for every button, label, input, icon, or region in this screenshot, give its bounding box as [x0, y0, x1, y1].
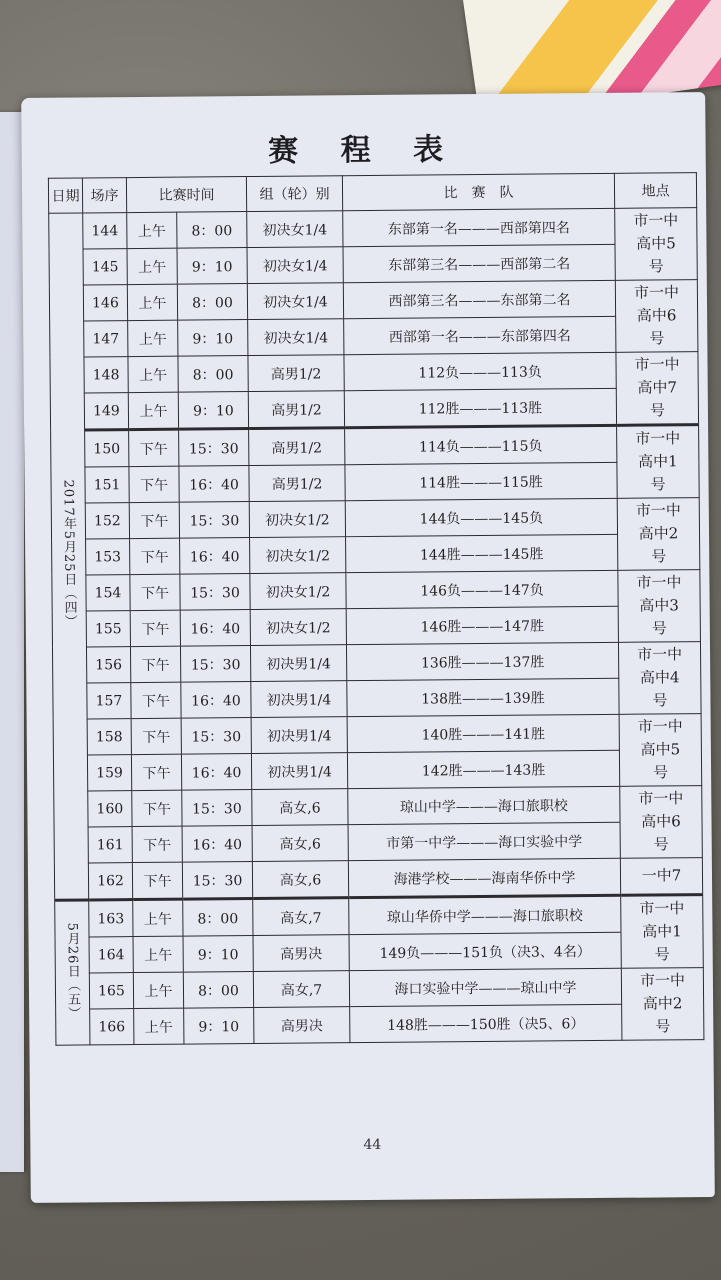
table-row: [53, 714, 701, 756]
venue-line: 市一中: [635, 429, 681, 448]
teams-cell: 市第一中学———海口实验中学: [348, 822, 620, 860]
time-cell: 8：00: [183, 972, 253, 1009]
venue-cell: [619, 714, 702, 787]
table-row: [49, 280, 697, 322]
match-no-cell: 152: [85, 503, 129, 539]
header-match-time: 比赛时间: [126, 177, 246, 213]
group-cell: 高男1/2: [248, 355, 344, 392]
teams-cell: 136胜———137胜: [346, 642, 618, 680]
group-cell: 初决女1/4: [247, 283, 343, 320]
ampm-cell: 上午: [133, 972, 183, 1008]
venue-cell: [615, 208, 698, 281]
ampm-cell: 上午: [128, 392, 178, 429]
venue-line: 高中1: [638, 452, 678, 471]
schedule-table: [48, 172, 705, 1046]
group-cell: 初决女1/2: [250, 609, 346, 646]
time-cell: 16：40: [181, 682, 251, 719]
venue-cell: [618, 642, 701, 715]
venue-cell: [621, 895, 704, 969]
group-cell: 初决女1/2: [249, 501, 345, 538]
header-date: 日期: [48, 178, 82, 213]
venue-line: 市一中: [637, 717, 683, 736]
teams-cell: 东部第三名———西部第二名: [343, 244, 615, 282]
header-teams: 比 赛 队: [342, 173, 614, 210]
table-row: [55, 895, 703, 938]
match-no-cell: 146: [83, 285, 127, 321]
teams-cell: 144负———145负: [345, 498, 617, 536]
table-row: [53, 678, 701, 720]
venue-line: 号: [649, 329, 665, 348]
group-cell: 初决男1/4: [251, 681, 347, 718]
table-row: [52, 606, 700, 648]
match-no-cell: 162: [88, 863, 132, 900]
table-row: [52, 570, 700, 612]
match-no-cell: 163: [89, 900, 133, 937]
time-cell: 15：30: [182, 862, 252, 900]
teams-cell: 西部第一名———东部第四名: [344, 316, 616, 354]
table-row: [52, 642, 700, 684]
ampm-cell: 上午: [128, 356, 178, 392]
time-cell: 8：00: [178, 356, 248, 393]
group-cell: 高女,6: [252, 825, 348, 862]
teams-cell: 琼山中学———海口旅职校: [348, 786, 620, 824]
venue-line: 市一中: [633, 211, 679, 230]
venue-cell: [617, 498, 700, 571]
match-no-cell: 154: [86, 575, 130, 611]
group-cell: 高女,6: [252, 789, 348, 826]
teams-cell: 西部第三名———东部第二名: [343, 280, 615, 318]
venue-line: 号: [651, 619, 667, 638]
group-cell: 高男决: [254, 1007, 350, 1044]
venue-line: 高中5: [640, 740, 681, 759]
time-cell: 16：40: [181, 754, 251, 791]
group-cell: 高男1/2: [249, 428, 345, 466]
venue-line: 市一中: [638, 789, 684, 808]
match-no-cell: 158: [87, 719, 131, 755]
time-cell: 9：10: [178, 320, 248, 357]
date-label: 2017年5月25日（四）: [60, 479, 77, 629]
table-row: [51, 425, 699, 468]
table-row: [51, 498, 699, 540]
date-cell: [49, 213, 89, 900]
match-no-cell: 155: [86, 611, 130, 647]
venue-line: 号: [654, 945, 670, 964]
group-cell: 高男决: [253, 935, 349, 972]
table-row: [49, 244, 697, 286]
venue-line: 一中7: [641, 866, 682, 885]
table-row: [50, 316, 698, 358]
table-row: [50, 352, 698, 394]
time-cell: 9：10: [184, 1008, 254, 1045]
venue-cell: [616, 352, 699, 426]
time-cell: 15：30: [180, 646, 250, 683]
venue-line: 市一中: [633, 283, 679, 302]
teams-cell: 海口实验中学———琼山中学: [349, 968, 621, 1006]
venue-cell: [620, 858, 702, 896]
match-no-cell: 150: [85, 430, 129, 467]
teams-cell: 142胜———143胜: [347, 750, 619, 788]
ampm-cell: 下午: [131, 682, 181, 718]
venue-line: 高中1: [642, 922, 682, 941]
match-no-cell: 161: [88, 827, 132, 863]
ampm-cell: 下午: [129, 466, 179, 502]
date-label: 5月26日（五）: [64, 922, 81, 1021]
time-cell: 15：30: [179, 502, 249, 539]
teams-cell: 149负———151负（决3、4名）: [349, 932, 621, 970]
group-cell: 高女,7: [253, 971, 349, 1008]
ampm-cell: 上午: [127, 248, 177, 284]
ampm-cell: 下午: [132, 826, 182, 862]
teams-cell: 146负———147负: [346, 570, 618, 608]
ampm-cell: 上午: [128, 320, 178, 356]
table-row: [55, 968, 703, 1010]
match-no-cell: 165: [89, 973, 133, 1009]
venue-cell: [617, 425, 700, 499]
venue-line: 高中5: [636, 234, 676, 253]
group-cell: 初决男1/4: [251, 717, 347, 754]
ampm-cell: 下午: [131, 754, 181, 790]
teams-cell: 112负———113负: [344, 352, 616, 390]
time-cell: 16：40: [179, 466, 249, 503]
time-cell: 16：40: [182, 826, 252, 863]
teams-cell: 140胜———141胜: [347, 714, 619, 752]
table-row: [55, 932, 703, 974]
table-row: [56, 1004, 704, 1046]
page-title: 赛 程 表: [268, 132, 460, 169]
venue-cell: [621, 968, 704, 1041]
group-cell: 高男1/2: [248, 391, 344, 429]
match-no-cell: 156: [86, 647, 130, 683]
venue-line: 高中7: [637, 378, 678, 397]
group-cell: 初决女1/4: [248, 319, 344, 356]
teams-cell: 146胜———147胜: [346, 606, 618, 644]
ampm-cell: 上午: [134, 1008, 184, 1044]
teams-cell: 138胜———139胜: [347, 678, 619, 716]
venue-line: 市一中: [639, 899, 685, 918]
ampm-cell: 下午: [129, 429, 179, 466]
group-cell: 初决女1/2: [250, 573, 346, 610]
teams-cell: 114负———115负: [345, 425, 617, 464]
match-no-cell: 144: [83, 213, 127, 249]
venue-line: 号: [652, 691, 668, 710]
time-cell: 15：30: [181, 718, 251, 755]
ampm-cell: 下午: [130, 538, 180, 574]
match-no-cell: 160: [88, 791, 132, 827]
table-row: [51, 462, 699, 504]
venue-line: 号: [653, 835, 669, 854]
venue-line: 高中6: [641, 812, 681, 831]
venue-line: 高中2: [638, 524, 679, 543]
time-cell: 15：30: [182, 790, 252, 827]
time-cell: 15：30: [179, 429, 249, 467]
venue-line: 高中3: [639, 596, 679, 615]
match-no-cell: 164: [89, 937, 133, 973]
teams-cell: 114胜———115胜: [345, 462, 617, 500]
group-cell: 高男1/2: [249, 465, 345, 502]
time-cell: 9：10: [183, 936, 253, 973]
group-cell: 初决女1/4: [247, 211, 343, 248]
ampm-cell: 下午: [131, 718, 181, 754]
venue-line: 号: [648, 257, 664, 276]
group-cell: 初决女1/2: [250, 537, 346, 574]
time-cell: 9：10: [178, 392, 248, 430]
ampm-cell: 上午: [133, 899, 183, 936]
venue-line: 市一中: [635, 501, 681, 520]
venue-line: 号: [649, 401, 666, 420]
teams-cell: 144胜———145胜: [346, 534, 618, 572]
table-row: [54, 858, 702, 901]
venue-cell: [615, 280, 698, 353]
table-row: [54, 786, 702, 828]
venue-line: 市一中: [639, 971, 685, 990]
teams-cell: 东部第一名———西部第四名: [343, 208, 615, 246]
match-no-cell: 149: [84, 393, 128, 430]
table-row: [52, 534, 700, 576]
teams-cell: 148胜———150胜（决5、6）: [350, 1004, 622, 1042]
match-no-cell: 145: [83, 249, 127, 285]
header-match-no: 场序: [82, 178, 126, 213]
venue-line: 号: [655, 1017, 671, 1036]
table-row: [50, 388, 698, 431]
ampm-cell: 下午: [130, 574, 180, 610]
table-row: [49, 208, 697, 250]
header-venue: 地点: [614, 173, 696, 209]
venue-line: 高中2: [642, 994, 683, 1013]
time-cell: 16：40: [180, 538, 250, 575]
venue-line: 号: [650, 475, 666, 494]
group-cell: 初决女1/4: [247, 247, 343, 284]
match-no-cell: 166: [90, 1009, 134, 1045]
venue-line: 高中4: [639, 668, 680, 687]
venue-line: 高中6: [636, 306, 677, 325]
group-cell: 高女,6: [252, 861, 348, 899]
time-cell: 16：40: [180, 610, 250, 647]
time-cell: 15：30: [180, 574, 250, 611]
header-group: 组（轮）别: [246, 176, 342, 212]
ampm-cell: 上午: [133, 936, 183, 972]
ampm-cell: 下午: [129, 502, 179, 538]
match-no-cell: 148: [84, 357, 128, 393]
teams-cell: 琼山华侨中学———海口旅职校: [349, 895, 621, 934]
schedule-body: [49, 208, 704, 1046]
ampm-cell: 下午: [132, 862, 182, 899]
header-row: [48, 173, 696, 214]
date-cell: [55, 900, 90, 1045]
group-cell: 初决男1/4: [250, 645, 346, 682]
left-page-edge: [0, 112, 24, 1172]
time-cell: 8：00: [183, 899, 253, 937]
venue-cell: [620, 786, 703, 859]
match-no-cell: 151: [85, 467, 129, 503]
group-cell: 初决男1/4: [251, 753, 347, 790]
venue-cell: [618, 570, 701, 643]
match-no-cell: 159: [87, 755, 131, 791]
teams-cell: 112胜———113胜: [344, 388, 616, 427]
table-row: [54, 822, 702, 864]
venue-line: 号: [653, 763, 669, 782]
venue-line: 号: [651, 547, 667, 566]
time-cell: 8：00: [177, 284, 247, 321]
venue-line: 市一中: [636, 645, 683, 664]
group-cell: 高女,7: [253, 898, 349, 936]
venue-line: 市一中: [634, 355, 680, 374]
teams-cell: 海港学校———海南华侨中学: [348, 858, 620, 897]
schedule-page: [21, 92, 715, 1203]
ampm-cell: 上午: [127, 212, 177, 248]
table-row: [53, 750, 701, 792]
time-cell: 9：10: [177, 248, 247, 285]
venue-line: 市一中: [636, 573, 682, 592]
ampm-cell: 下午: [132, 790, 182, 826]
match-no-cell: 157: [87, 683, 131, 719]
ampm-cell: 上午: [127, 284, 177, 320]
page-number: 44: [363, 1136, 382, 1154]
match-no-cell: 153: [86, 539, 130, 575]
ampm-cell: 下午: [130, 610, 180, 646]
match-no-cell: 147: [84, 321, 128, 357]
time-cell: 8：00: [177, 212, 247, 249]
ampm-cell: 下午: [130, 646, 180, 682]
